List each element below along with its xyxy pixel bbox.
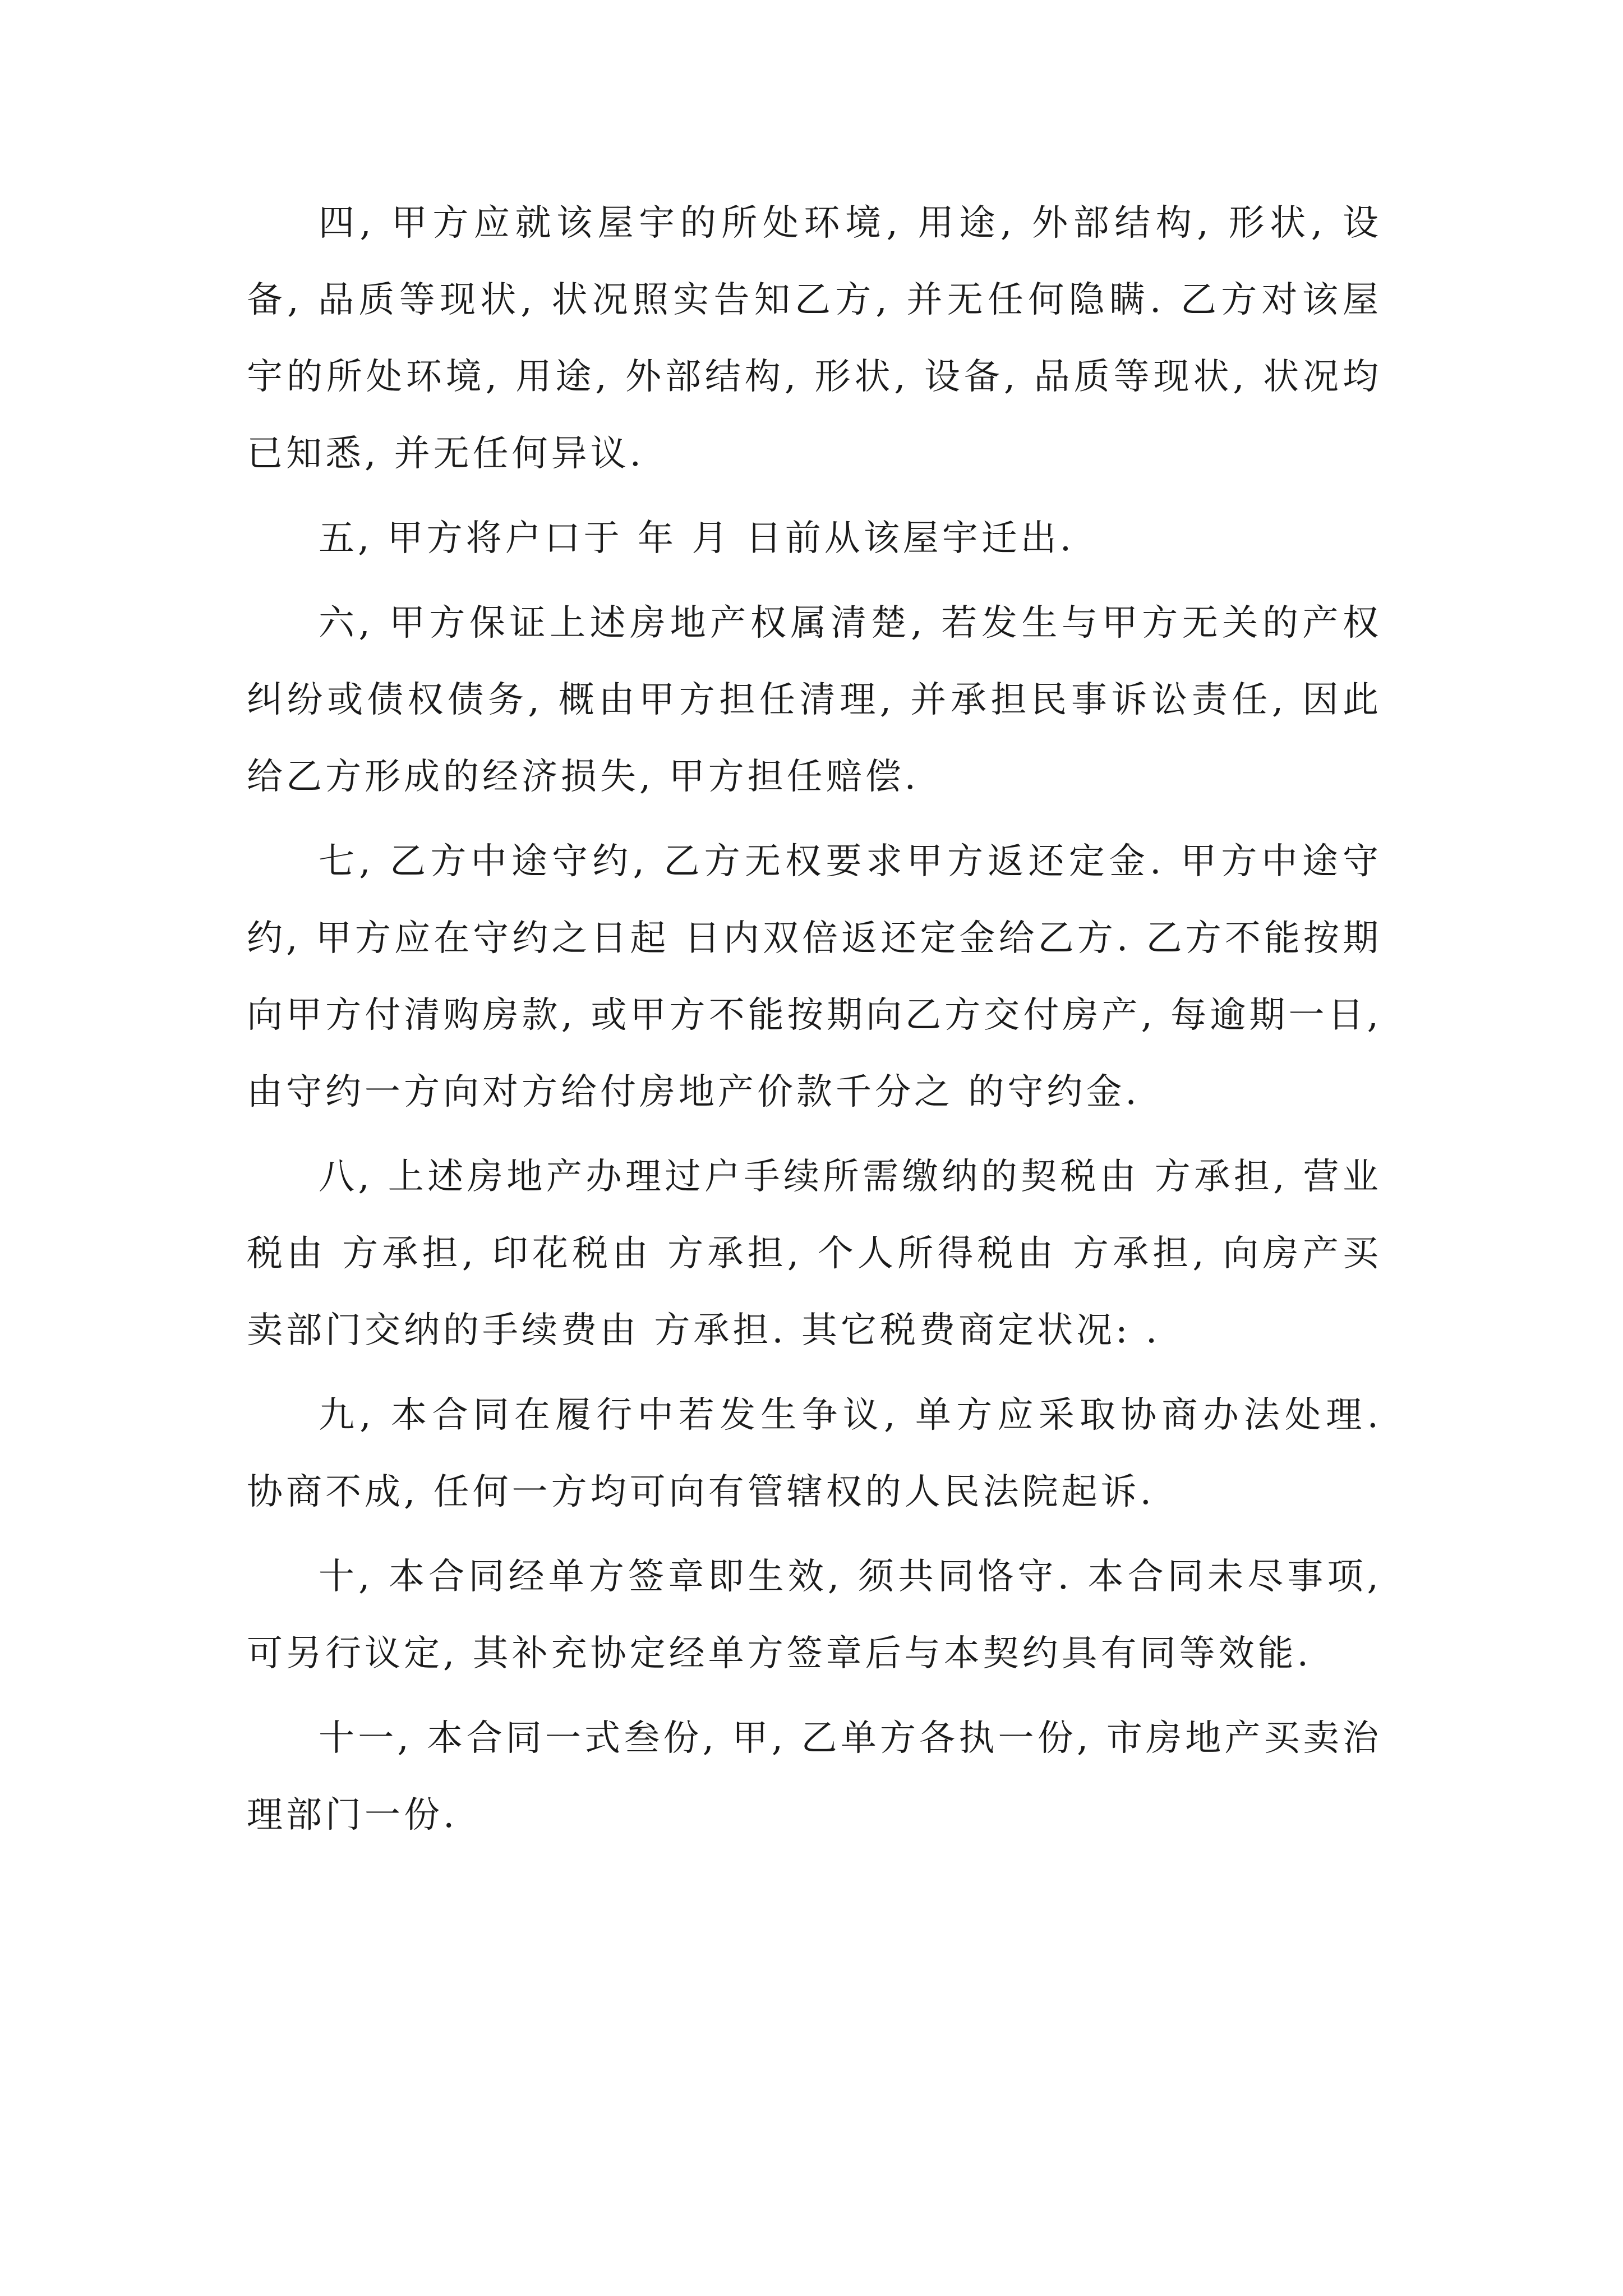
clause-5: 五, 甲方将户口于 年 月 日前从该屋宇迁出.: [319, 518, 1075, 559]
clause-8: 八, 上述房地产办理过户手续所需缴纳的契税由 方承担, 营业税由 方承担, 印花税由 方承担, 个人所得税由 方承担, 向房产买卖部门交纳的手续费由 方承担. 其它税费商定状况: .: [247, 1156, 1382, 1351]
clause-4: 四, 甲方应就该屋宇的所处环境, 用途, 外部结构, 形状, 设备, 品质等现状, 状况照实告知乙方, 并无任何隐瞒. 乙方对该屋宇的所处环境, 用途, 外部结构, 形状, 设备, 品质等现状, 状况均已知悉, 并无任何异议.: [247, 203, 1382, 475]
clause-9: 九, 本合同在履行中若发生争议, 单方应采取协商办法处理. 协商不成, 任何一方均可向有管辖权的人民法院起诉.: [247, 1395, 1382, 1513]
clause-11: 十一, 本合同一式叁份, 甲, 乙单方各执一份, 市房地产买卖治理部门一份.: [247, 1718, 1382, 1836]
clause-10: 十, 本合同经单方签章即生效, 须共同恪守. 本合同未尽事项, 可另行议定, 其补充协定经单方签章后与本契约具有同等效能.: [247, 1556, 1382, 1674]
clause-6: 六, 甲方保证上述房地产权属清楚, 若发生与甲方无关的产权纠纷或债权债务, 概由甲方担任清理, 并承担民事诉讼责任, 因此给乙方形成的经济损失, 甲方担任赔偿.: [247, 602, 1382, 798]
clause-7: 七, 乙方中途守约, 乙方无权要求甲方返还定金. 甲方中途守约, 甲方应在守约之日起 日内双倍返还定金给乙方. 乙方不能按期向甲方付清购房款, 或甲方不能按期向乙方交付房产, 每逾期一日, 由守约一方向对方给付房地产价款千分之 的守约金.: [247, 841, 1382, 1113]
contract-clauses: [247, 185, 1382, 1854]
